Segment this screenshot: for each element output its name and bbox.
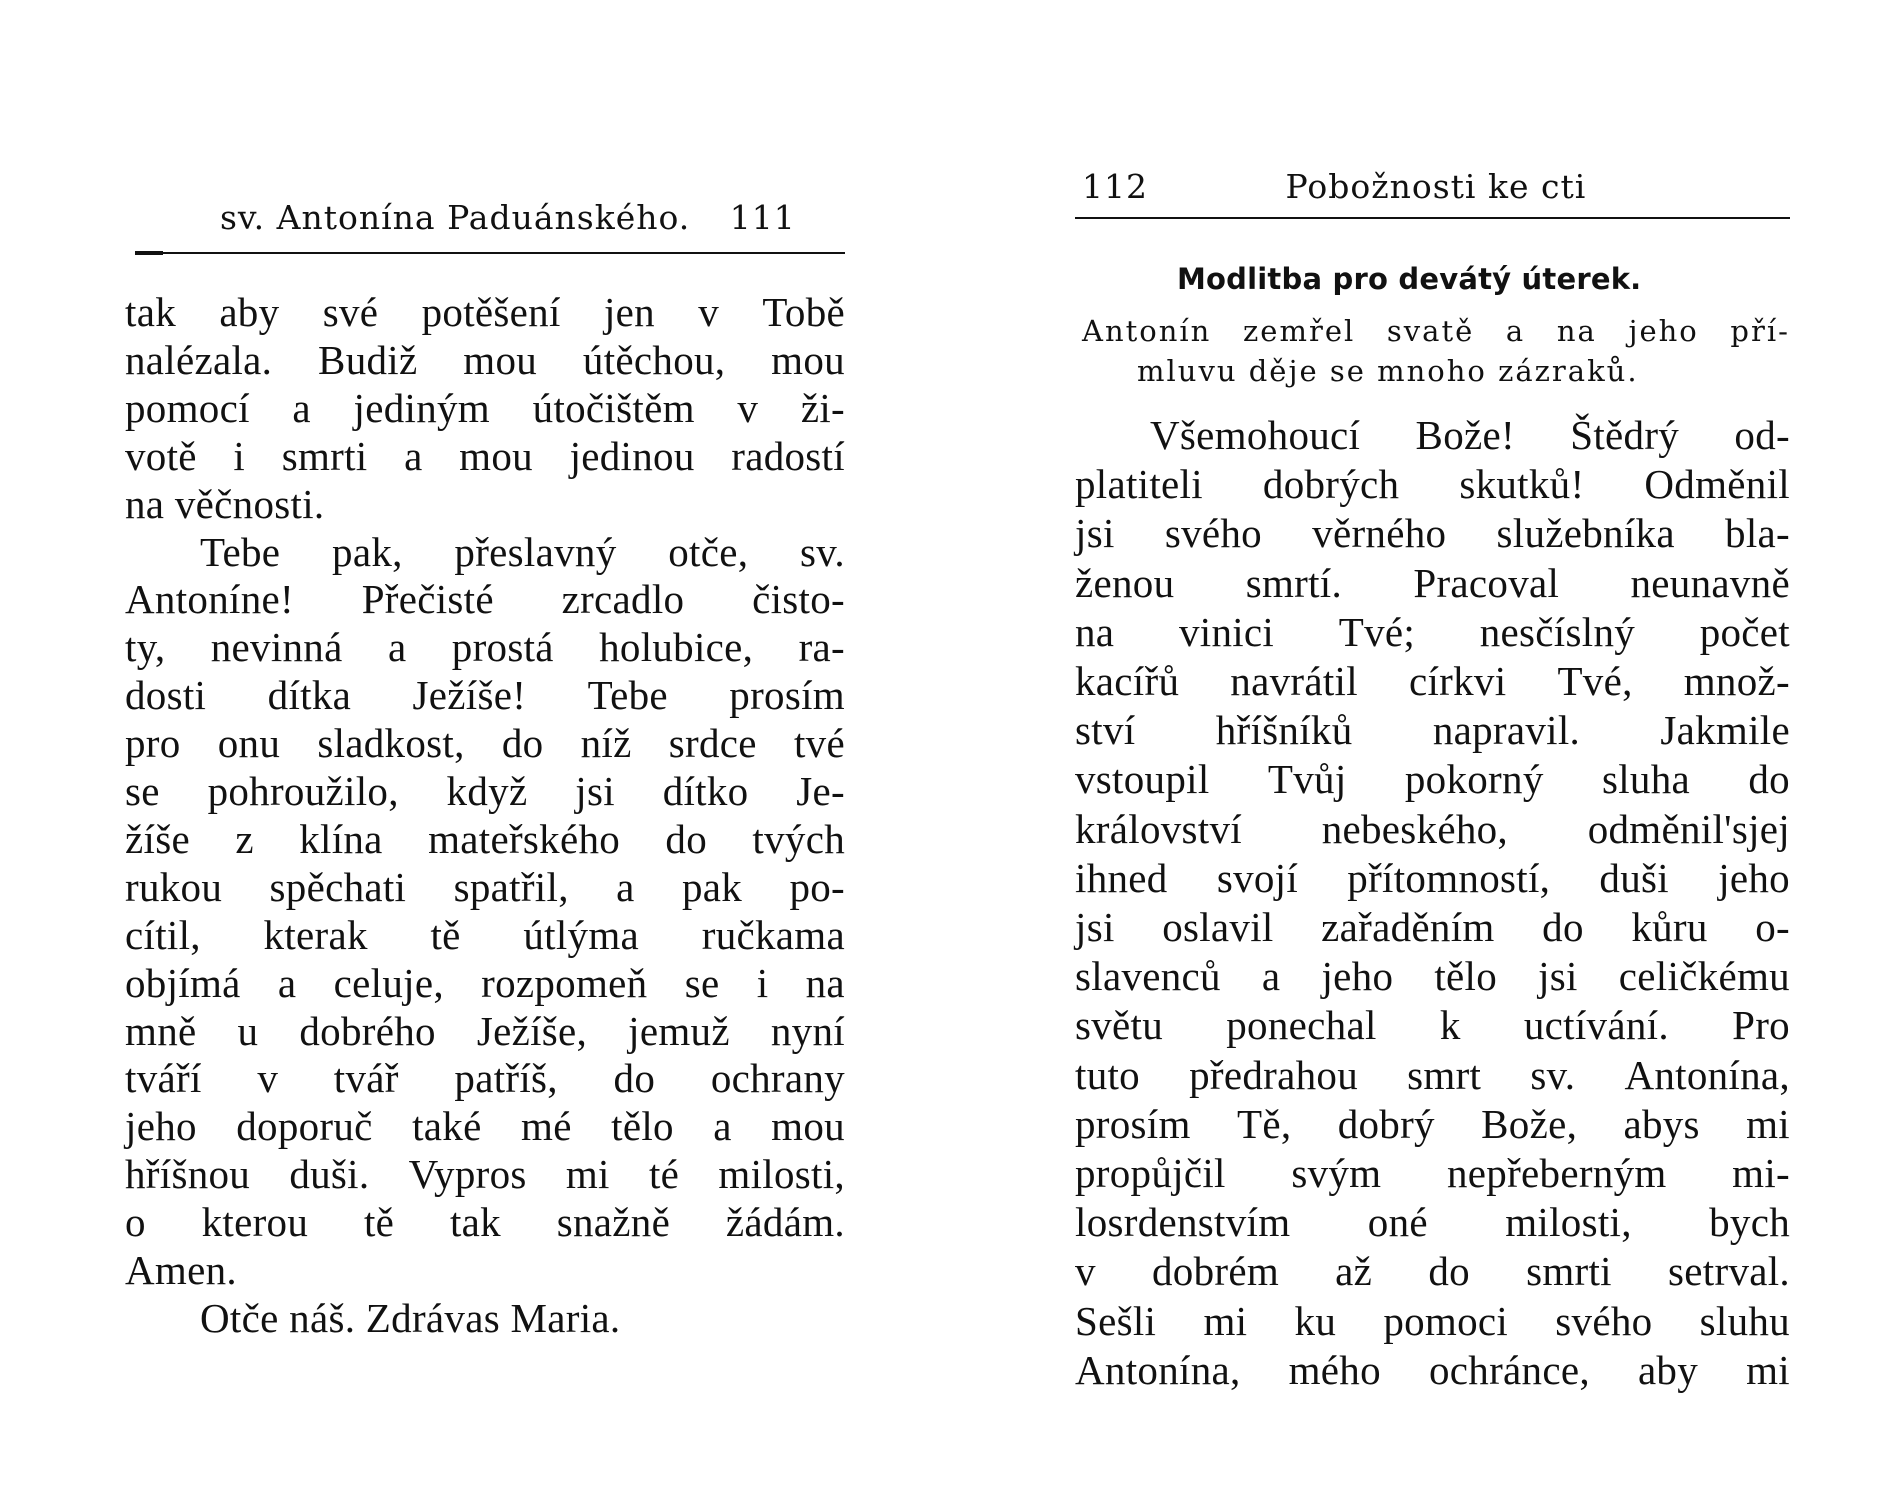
right-body-line-2: platiteli dobrých skutků! Odměnil: [1075, 461, 1790, 508]
right-body-line-16: propůjčil svým nepřeberným mi-: [1075, 1150, 1790, 1196]
right-body-line-11: jsi oslavil zařaděním do kůru o-: [1075, 904, 1790, 950]
left-body-line-17: tváří v tvář patříš, do ochrany: [125, 1055, 845, 1102]
right-page-number: 112: [1082, 167, 1148, 206]
right-header-text: Pobožnosti ke cti: [1285, 167, 1587, 206]
left-body-line-14: cítil, kterak tě útlýma ručkama: [125, 911, 845, 958]
right-body-line-13: světu ponechal k uctívání. Pro: [1075, 1002, 1790, 1049]
left-page-number: 111: [729, 198, 796, 237]
right-body-text: [1075, 0, 1790, 1500]
right-body-line-6: kacířů navrátil církvi Tvé, množ-: [1075, 658, 1790, 704]
left-body-line-1: tak aby své potěšení jen v Tobě: [125, 289, 845, 335]
left-body-line-18: jeho doporuč také mé tělo a mou: [125, 1103, 845, 1150]
left-body-line-15: objímá a celuje, rozpomeň se i na: [125, 959, 845, 1006]
right-body-line-7: ství hříšníků napravil. Jakmile: [1075, 707, 1790, 754]
prayer-title: Modlitba pro devátý úterek.: [1177, 262, 1642, 296]
left-body-line-6: Tebe pak, přeslavný otče, sv.: [200, 528, 845, 575]
right-body-line-9: království nebeského, odměnil'sjej: [1075, 805, 1790, 852]
left-body-line-20: o kterou tě tak snažně žádám.: [125, 1199, 845, 1246]
right-body-line-10: ihned svojí přítomností, duši jeho: [1075, 854, 1790, 901]
right-page: [1075, 0, 1790, 1500]
left-body-line-12: žíše z klína mateřského do tvých: [125, 815, 845, 862]
left-body-line-8: ty, nevinná a prostá holubice, ra-: [125, 624, 845, 671]
left-page: [125, 0, 845, 1500]
summary-line-2: mluvu děje se mnoho zázraků.: [1137, 354, 1639, 388]
right-body-line-3: jsi svého věrného služebníka bla-: [1075, 510, 1790, 557]
right-body-line-14: tuto předrahou smrt sv. Antonína,: [1075, 1051, 1790, 1098]
right-body-line-12: slavenců a jeho tělo jsi celičkému: [1075, 953, 1790, 1000]
left-body-line-7: Antoníne! Přečisté zrcadlo čisto-: [125, 576, 845, 623]
right-body-line-18: v dobrém až do smrti setrval.: [1075, 1248, 1790, 1295]
right-body-line-5: na vinici Tvé; nesčíslný počet: [1075, 608, 1790, 655]
right-body-line-15: prosím Tě, dobrý Bože, abys mi: [1075, 1100, 1790, 1147]
left-body-line-16: mně u dobrého Ježíše, jemuž nyní: [125, 1007, 845, 1054]
right-body-line-20: Antonína, mého ochránce, aby mi: [1075, 1346, 1790, 1393]
right-body-line-8: vstoupil Tvůj pokorný sluha do: [1075, 756, 1790, 803]
left-header-text: sv. Antonína Paduánského.: [220, 198, 691, 237]
left-body-line-11: se pohroužilo, když jsi dítko Je-: [125, 768, 845, 814]
left-body-line-19: hříšnou duši. Vypros mi té milosti,: [125, 1151, 845, 1198]
right-body-line-19: Sešli mi ku pomoci svého sluhu: [1075, 1297, 1790, 1344]
left-body-line-4: votě i smrti a mou jedinou radostí: [125, 432, 845, 479]
left-body-line-22: Otče náš. Zdrávas Maria.: [200, 1294, 621, 1341]
left-body-line-2: nalézala. Budiž mou útěchou, mou: [125, 336, 845, 383]
right-body-line-17: losrdenstvím oné milosti, bych: [1075, 1199, 1790, 1246]
right-body-line-1: Všemohoucí Bože! Štědrý od-: [1150, 412, 1790, 458]
summary-line-1: Antonín zemřel svatě a na jeho pří-: [1082, 314, 1790, 348]
left-body-text: [125, 0, 845, 1500]
left-body-line-21: Amen.: [125, 1247, 237, 1293]
right-body-line-4: ženou smrtí. Pracoval neunavně: [1075, 559, 1790, 606]
left-body-line-3: pomocí a jediným útočištěm v ži-: [125, 384, 845, 431]
left-body-line-5: na věčnosti.: [125, 480, 325, 527]
left-body-line-9: dosti dítka Ježíše! Tebe prosím: [125, 672, 845, 719]
left-body-line-13: rukou spěchati spatřil, a pak po-: [125, 863, 845, 910]
left-body-line-10: pro onu sladkost, do níž srdce tvé: [125, 720, 845, 767]
